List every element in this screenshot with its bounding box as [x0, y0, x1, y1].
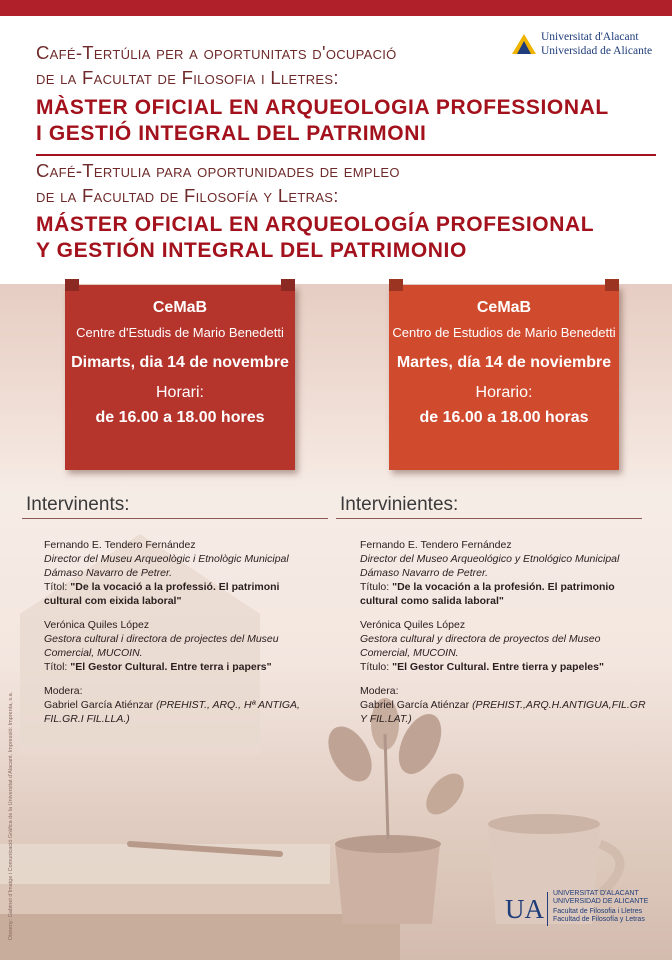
speakers-heading-spanish: Intervinientes: [340, 494, 459, 515]
speaker-name: Verónica Quiles López [44, 619, 150, 631]
moderator-areas: Y FIL.LAT.) [360, 713, 412, 725]
es-title-line2: Y GESTIÓN INTEGRAL DEL PATRIMONIO [36, 239, 467, 262]
box-tab-left [389, 279, 403, 291]
talk-title-label: Título: [360, 661, 393, 673]
speaker-role: Gestora cultural i directora de projectes del Museu [44, 633, 279, 645]
design-credit-vertical: Disseny: Gabinet d'Imatge i Comunicació Gràfica de la Universitat d'Alacant. Impressió: Imprenta, s.a. [8, 691, 14, 940]
speaker-role: Director del Museo Arqueológico y Etnológico Municipal [360, 553, 620, 565]
faculty-line: Facultat de Filosofia i Lletres [553, 908, 643, 915]
moderator-name: Gabriel García Atiénzar [360, 699, 473, 711]
speaker-role: Comercial, MUCOIN. [360, 647, 459, 659]
speakers-heading-catalan: Intervinents: [26, 494, 130, 515]
speakers-list-catalan [44, 538, 344, 726]
speakers-list-spanish [360, 538, 660, 726]
talk-title: cultural como salida laboral" [360, 595, 504, 607]
talk-title-label: Títol: [44, 661, 71, 673]
speaker-name: Fernando E. Tendero Fernández [44, 539, 196, 551]
speaker-role: Dámaso Navarro de Petrer. [360, 567, 488, 579]
speakers-heading-rule [336, 518, 642, 519]
event-date: Martes, día 14 de noviembre [396, 354, 612, 371]
schedule-hours: de 16.00 a 18.00 horas [419, 409, 589, 426]
top-red-bar [0, 0, 672, 16]
speaker-name: Fernando E. Tendero Fernández [360, 539, 512, 551]
talk-title: "El Gestor Cultural. Entre terra i papers" [70, 661, 272, 673]
moderator-areas: (PREHIST.,ARQ.H.ANTIGUA,FIL.GR [472, 699, 646, 711]
schedule-hours: de 16.00 a 18.00 hores [95, 409, 265, 426]
speaker-role: Gestora cultural y directora de proyectos del Museo [360, 633, 601, 645]
talk-title: "De la vocació a la professió. El patrimoni [70, 581, 280, 593]
header-divider [36, 154, 656, 156]
moderator-areas: FIL.GR.I FIL.LLA.) [44, 713, 130, 725]
ca-title-line1: MÀSTER OFICIAL EN ARQUEOLOGIA PROFESSIONAL [36, 96, 609, 119]
speaker-role: Comercial, MUCOIN. [44, 647, 143, 659]
speaker-role: Dámaso Navarro de Petrer. [44, 567, 172, 579]
ca-title-line2: I GESTIÓ INTEGRAL DEL PATRIMONI [36, 122, 427, 145]
logo-separator [547, 892, 548, 926]
speaker-role: Director del Museu Arqueològic i Etnològic Municipal [44, 553, 289, 565]
moderator-label: Modera: [44, 685, 83, 697]
moderator-areas: (PREHIST., ARQ., Hª ANTIGA, [156, 699, 300, 711]
moderator-name: Gabriel García Atiénzar [44, 699, 157, 711]
logo-line-spanish: Universidad de Alicante [541, 45, 653, 57]
talk-title: "El Gestor Cultural. Entre tierra y papeles" [392, 661, 604, 673]
venue-name: CeMaB [152, 299, 208, 316]
university-logo-bottom [505, 888, 655, 928]
event-box-spanish [389, 285, 619, 470]
es-title-line1: MÁSTER OFICIAL EN ARQUEOLOGÍA PROFESIONAL [36, 213, 595, 236]
box-tab-right [605, 279, 619, 291]
talk-title-label: Títol: [44, 581, 71, 593]
university-logo-icon [511, 32, 537, 56]
university-logo-top [511, 30, 661, 60]
talk-title-label: Título: [360, 581, 393, 593]
logo-line: UNIVERSITAT D'ALACANT [553, 890, 639, 897]
faculty-line: Facultad de Filosofía y Letras [553, 916, 645, 923]
event-date: Dimarts, dia 14 de novembre [71, 354, 289, 371]
event-box-catalan [65, 285, 295, 470]
logo-line: UNIVERSIDAD DE ALICANTE [553, 898, 649, 905]
venue-full-name: Centro de Estudios de Mario Benedetti [392, 325, 616, 340]
logo-line-valencian: Universitat d'Alacant [541, 31, 639, 43]
box-tab-left [65, 279, 79, 291]
speakers-heading-rule [22, 518, 328, 519]
venue-full-name: Centre d'Estudis de Mario Benedetti [76, 325, 284, 340]
ca-subtitle-line1: Café-Tertúlia per a oportunitats d'ocupació [36, 42, 397, 63]
es-subtitle-line2: de la Facultad de Filosofía y Letras: [36, 185, 339, 206]
schedule-label: Horari: [155, 384, 204, 401]
schedule-label: Horario: [475, 384, 533, 401]
ua-logo-mark: UA [505, 894, 544, 924]
talk-title: "De la vocación a la profesión. El patrimonio [392, 581, 615, 593]
box-tab-right [281, 279, 295, 291]
speaker-name: Verónica Quiles López [360, 619, 466, 631]
talk-title: cultural com eixida laboral" [44, 595, 182, 607]
moderator-label: Modera: [360, 685, 399, 697]
es-subtitle-line1: Café-Tertulia para oportunidades de empleo [36, 160, 400, 181]
ca-subtitle-line2: de la Facultat de Filosofia i Lletres: [36, 67, 339, 88]
venue-name: CeMaB [476, 299, 532, 316]
